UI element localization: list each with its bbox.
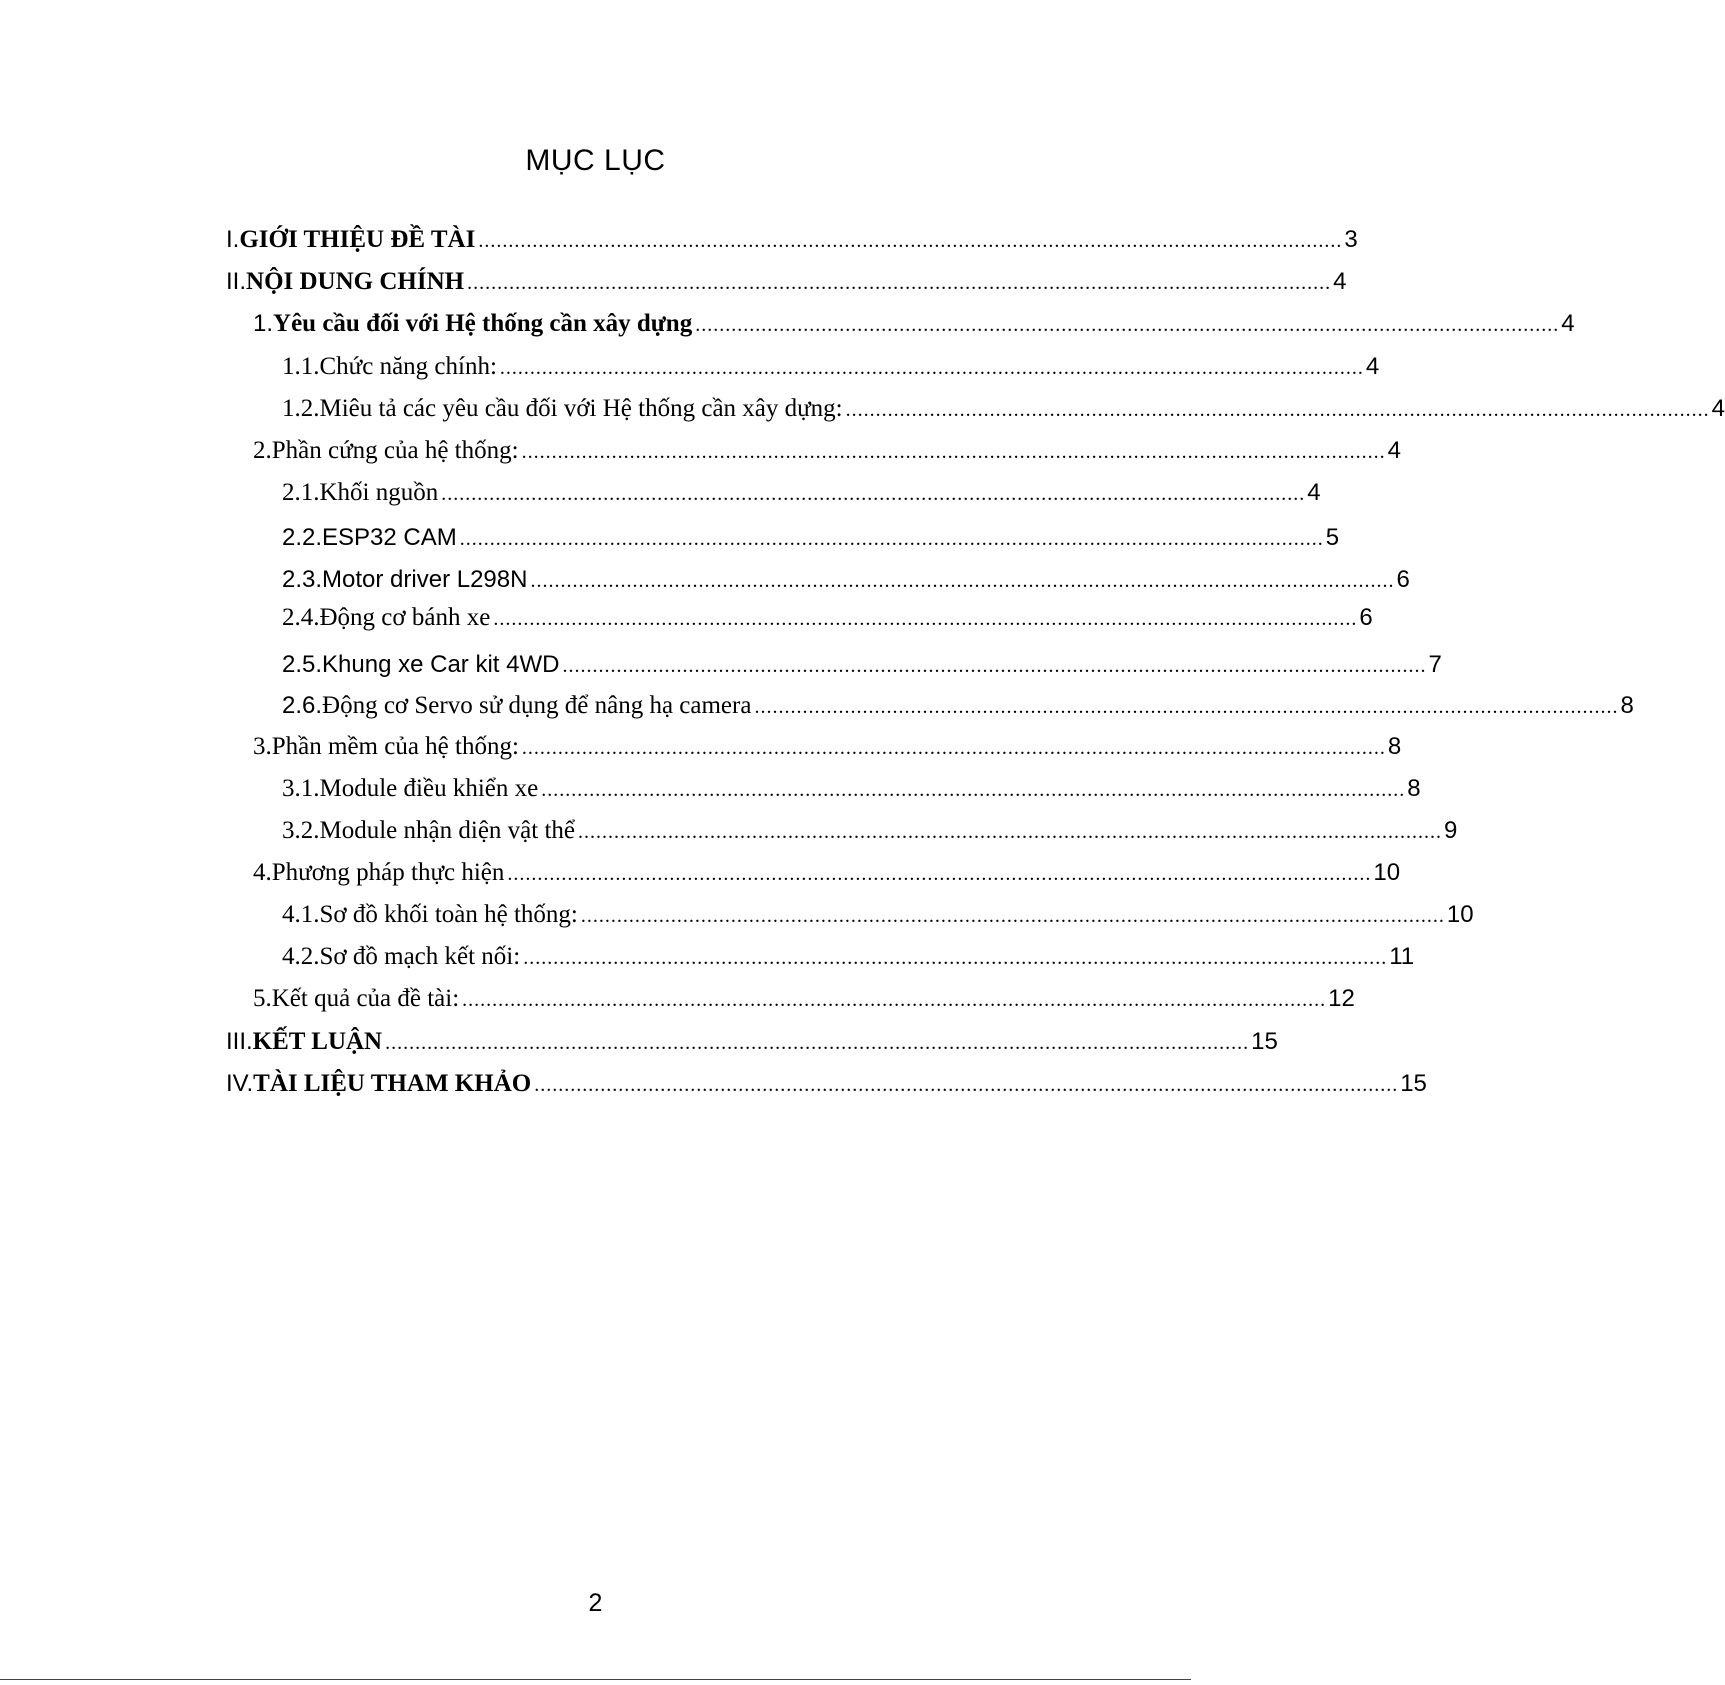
toc-entry[interactable]	[282, 688, 1634, 724]
toc-entry[interactable]	[226, 1066, 1427, 1102]
toc-entry-page: 9	[1444, 817, 1458, 844]
toc-entry-page: 10	[1373, 859, 1401, 886]
toc-entry-number: 2.2.	[282, 524, 323, 551]
dot-leader: ................................................................................................................................................	[459, 528, 1324, 550]
bottom-divider	[0, 1679, 1191, 1680]
dot-leader: ................................................................................................................................................	[754, 696, 1619, 718]
dot-leader: ................................................................................................................................................	[441, 483, 1306, 505]
toc-entry-number: 2.4.	[282, 604, 320, 631]
dot-leader: ................................................................................................................................................	[534, 1074, 1399, 1096]
toc-entry[interactable]	[253, 433, 1401, 469]
toc-entry-page: 8	[1407, 775, 1421, 802]
dot-leader: ................................................................................................................................................	[521, 441, 1386, 463]
dot-leader: ................................................................................................................................................	[467, 272, 1332, 294]
toc-entry-number: 5.	[253, 985, 272, 1012]
toc-entry-page: 4	[1561, 310, 1575, 337]
toc-entry-page: 7	[1428, 651, 1442, 678]
toc-entry-page: 15	[1400, 1070, 1427, 1097]
toc-entry-page: 12	[1328, 985, 1355, 1012]
toc-entry-number: II.	[226, 268, 247, 295]
toc-entry-number: 2.3.	[282, 566, 323, 593]
toc-entry[interactable]	[282, 939, 1415, 975]
dot-leader: ................................................................................................................................................	[578, 821, 1442, 843]
toc-entry-page: 5	[1325, 524, 1340, 551]
toc-entry-number: 1.1.	[282, 353, 320, 380]
toc-entry-title: Sơ đồ khối toàn hệ thống:	[319, 901, 578, 928]
toc-entry-title: Motor driver L298N	[322, 566, 528, 593]
dot-leader: ................................................................................................................................................	[845, 399, 1710, 421]
toc-entry-page: 15	[1251, 1028, 1278, 1055]
toc-entry-number: 4.2.	[282, 943, 320, 970]
toc-entry-number: 3.	[253, 733, 272, 760]
toc-entry[interactable]	[226, 264, 1347, 300]
toc-entry-title: Động cơ Servo sử dụng để nâng hạ camera	[322, 692, 752, 719]
toc-entry-number: 2.1.	[282, 479, 320, 506]
dot-leader: ................................................................................................................................................	[385, 1032, 1250, 1054]
dot-leader: ................................................................................................................................................	[521, 737, 1386, 759]
toc-entry-number: 2.	[253, 437, 272, 464]
toc-entry[interactable]	[282, 562, 1410, 598]
toc-entry-title: Phương pháp thực hiện	[271, 859, 505, 886]
toc-entry-number: III.	[226, 1028, 253, 1055]
toc-entry-page: 10	[1446, 901, 1474, 928]
toc-entry-title: ESP32 CAM	[322, 524, 457, 551]
toc-entry-title: Kết quả của đề tài:	[271, 985, 460, 1012]
dot-leader: ................................................................................................................................................	[462, 989, 1327, 1011]
toc-entry-number: 3.2.	[282, 817, 320, 844]
toc-entry-number: 2.5.	[282, 651, 323, 678]
dot-leader: ................................................................................................................................................	[580, 905, 1445, 927]
toc-entry-title: Chức năng chính:	[319, 353, 497, 380]
toc-entry[interactable]	[253, 981, 1355, 1017]
dot-leader: ................................................................................................................................................	[478, 230, 1343, 252]
dot-leader: ................................................................................................................................................	[507, 863, 1372, 885]
toc-entry-number: IV.	[226, 1070, 254, 1097]
toc-entry-number: I.	[226, 226, 240, 253]
toc-entry[interactable]	[282, 813, 1458, 849]
toc-entry-title: Khung xe Car kit 4WD	[322, 651, 560, 678]
page-title: MỤC LỤC	[525, 144, 666, 177]
toc-entry-title: Sơ đồ mạch kết nối:	[319, 943, 521, 970]
dot-leader: ................................................................................................................................................	[523, 947, 1388, 969]
toc-entry-page: 3	[1344, 226, 1358, 253]
toc-entry[interactable]	[282, 349, 1380, 385]
toc-entry-page: 8	[1387, 733, 1402, 760]
toc-entry-title: Động cơ bánh xe	[319, 604, 491, 631]
toc-entry-title: Module điều khiển xe	[319, 775, 539, 802]
dot-leader: ................................................................................................................................................	[530, 570, 1395, 592]
toc-entry-title: Module nhận diện vật thể	[319, 817, 575, 844]
toc-entry[interactable]	[253, 855, 1401, 891]
toc-entry-number: 4.1.	[282, 901, 320, 928]
toc-entry-page: 6	[1359, 604, 1373, 631]
toc-entry[interactable]	[282, 771, 1421, 807]
toc-entry-number: 2.6.	[282, 692, 323, 719]
toc-entry-page: 4	[1333, 268, 1347, 295]
toc-entry[interactable]	[226, 222, 1358, 258]
toc-entry-title: NỘI DUNG CHÍNH	[246, 268, 465, 295]
toc-entry-number: 4.	[253, 859, 272, 886]
dot-leader: ................................................................................................................................................	[499, 357, 1364, 379]
toc-entry[interactable]	[282, 897, 1474, 933]
toc-entry-page: 4	[1307, 479, 1321, 506]
toc-entry-page: 8	[1620, 692, 1634, 719]
toc-entry[interactable]	[253, 729, 1402, 765]
toc-entry-title: Phần cứng của hệ thống:	[271, 437, 519, 464]
toc-entry-number: 1.	[253, 310, 274, 337]
toc-entry[interactable]	[282, 647, 1442, 683]
dot-leader: ................................................................................................................................................	[493, 608, 1358, 630]
toc-entry-title: GIỚI THIỆU ĐỀ TÀI	[239, 226, 476, 253]
toc-entry-title: KẾT LUẬN	[252, 1028, 383, 1055]
toc-entry-number: 1.2.	[282, 395, 320, 422]
toc-entry-page: 4	[1711, 395, 1725, 422]
toc-entry-title: Yêu cầu đối với Hệ thống cần xây dựng	[273, 310, 693, 337]
toc-entry-title: Phần mềm của hệ thống:	[271, 733, 519, 760]
dot-leader: ................................................................................................................................................	[541, 779, 1406, 801]
toc-entry-page: 4	[1365, 353, 1380, 380]
toc-entry[interactable]	[226, 1024, 1278, 1060]
toc-entry-page: 11	[1389, 943, 1415, 970]
toc-entry[interactable]	[253, 306, 1575, 342]
toc-entry[interactable]	[282, 475, 1321, 511]
toc-entry-page: 4	[1387, 437, 1401, 464]
toc-entry-title: Miêu tả các yêu cầu đối với Hệ thống cần xây dựng:	[319, 395, 843, 422]
dot-leader: ................................................................................................................................................	[695, 314, 1560, 336]
toc-entry-title: TÀI LIỆU THAM KHẢO	[253, 1070, 532, 1097]
dot-leader: ................................................................................................................................................	[562, 655, 1427, 677]
toc-entry-title: Khối nguồn	[319, 479, 439, 506]
toc-entry-page: 6	[1396, 566, 1410, 593]
toc-entry[interactable]	[282, 391, 1725, 427]
page-number: 2	[588, 1589, 603, 1617]
toc-entry[interactable]	[282, 520, 1340, 556]
toc-entry-number: 3.1.	[282, 775, 320, 802]
toc-entry[interactable]	[282, 600, 1373, 636]
